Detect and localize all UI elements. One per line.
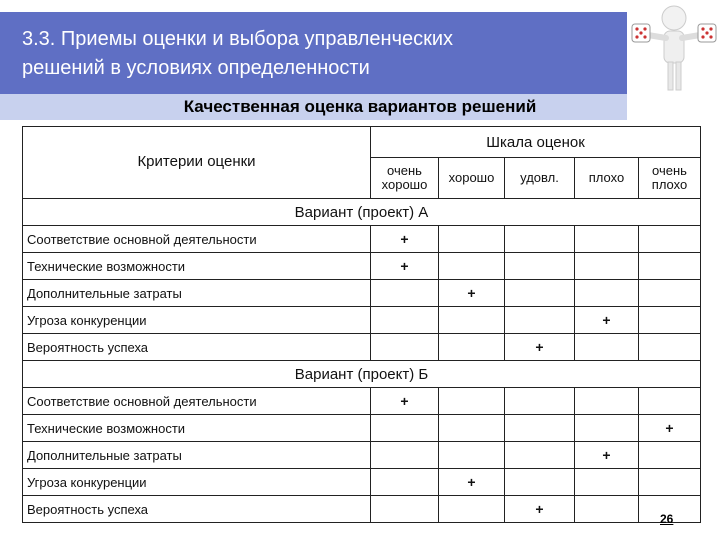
mark-cell	[439, 253, 505, 280]
mark-cell	[639, 226, 701, 253]
table-row	[23, 496, 701, 523]
table-row	[23, 442, 701, 469]
criterion-label: Дополнительные затраты	[23, 280, 371, 307]
mark-cell	[505, 442, 575, 469]
grade-header: очень хорошо	[371, 158, 439, 199]
mark-cell	[639, 469, 701, 496]
mark-cell: +	[371, 226, 439, 253]
mark-cell: +	[505, 496, 575, 523]
dice-left-icon	[632, 24, 650, 42]
mark-cell	[575, 334, 639, 361]
mark-cell	[439, 442, 505, 469]
mark-cell	[505, 415, 575, 442]
person-holding-dice-illustration	[628, 0, 720, 96]
mark-cell	[575, 469, 639, 496]
mark-cell	[439, 496, 505, 523]
mark-cell	[505, 226, 575, 253]
mark-cell	[639, 280, 701, 307]
mark-cell	[575, 253, 639, 280]
mark-cell: +	[505, 334, 575, 361]
table-row	[23, 226, 701, 253]
mark-cell	[439, 334, 505, 361]
mark-cell	[639, 334, 701, 361]
mark-cell	[371, 496, 439, 523]
mark-cell	[371, 334, 439, 361]
mark-cell	[639, 442, 701, 469]
page-subtitle: Качественная оценка вариантов решений	[183, 97, 537, 116]
mark-cell	[575, 280, 639, 307]
table-row	[23, 253, 701, 280]
mark-cell	[505, 253, 575, 280]
criterion-label: Соответствие основной деятельности	[23, 388, 371, 415]
criterion-label: Соответствие основной деятельности	[23, 226, 371, 253]
criterion-label: Угроза конкуренции	[23, 469, 371, 496]
mark-cell	[439, 307, 505, 334]
mark-cell	[439, 388, 505, 415]
mark-cell	[575, 496, 639, 523]
table-row	[23, 469, 701, 496]
mark-cell	[639, 307, 701, 334]
variant-header: Вариант (проект) А	[23, 199, 701, 226]
mark-cell	[575, 388, 639, 415]
grade-header: плохо	[575, 158, 639, 199]
criterion-label: Дополнительные затраты	[23, 442, 371, 469]
variant-header: Вариант (проект) Б	[23, 361, 701, 388]
grade-header: очень плохо	[639, 158, 701, 199]
mark-cell	[371, 469, 439, 496]
table-row	[23, 415, 701, 442]
mark-cell	[439, 226, 505, 253]
table-row	[23, 280, 701, 307]
mark-cell	[371, 280, 439, 307]
mark-cell	[371, 415, 439, 442]
mark-cell: +	[439, 469, 505, 496]
dice-right-icon	[698, 24, 716, 42]
scale-header: Шкала оценок	[371, 127, 701, 158]
mark-cell: +	[575, 442, 639, 469]
mark-cell	[371, 307, 439, 334]
mark-cell	[575, 226, 639, 253]
mark-cell	[505, 280, 575, 307]
mark-cell	[505, 307, 575, 334]
grade-header: удовл.	[505, 158, 575, 199]
table-row	[23, 388, 701, 415]
mark-cell	[575, 415, 639, 442]
criteria-header: Критерии оценки	[23, 127, 371, 199]
mark-cell: +	[639, 415, 701, 442]
page-title: 3.3. Приемы оценки и выбора управленческих решений в условиях определенности	[22, 28, 454, 79]
table-row	[23, 334, 701, 361]
criterion-label: Вероятность успеха	[23, 334, 371, 361]
mark-cell: +	[575, 307, 639, 334]
mark-cell: +	[439, 280, 505, 307]
criterion-label: Угроза конкуренции	[23, 307, 371, 334]
mark-cell: +	[371, 253, 439, 280]
table-row	[23, 307, 701, 334]
mark-cell	[505, 469, 575, 496]
mark-cell	[505, 388, 575, 415]
mark-cell: +	[371, 388, 439, 415]
mark-cell	[439, 415, 505, 442]
grade-header: хорошо	[439, 158, 505, 199]
evaluation-table	[22, 126, 701, 523]
mark-cell	[639, 388, 701, 415]
criterion-label: Технические возможности	[23, 415, 371, 442]
criterion-label: Вероятность успеха	[23, 496, 371, 523]
page-number: 26	[660, 512, 674, 526]
mark-cell	[639, 253, 701, 280]
mark-cell	[371, 442, 439, 469]
criterion-label: Технические возможности	[23, 253, 371, 280]
